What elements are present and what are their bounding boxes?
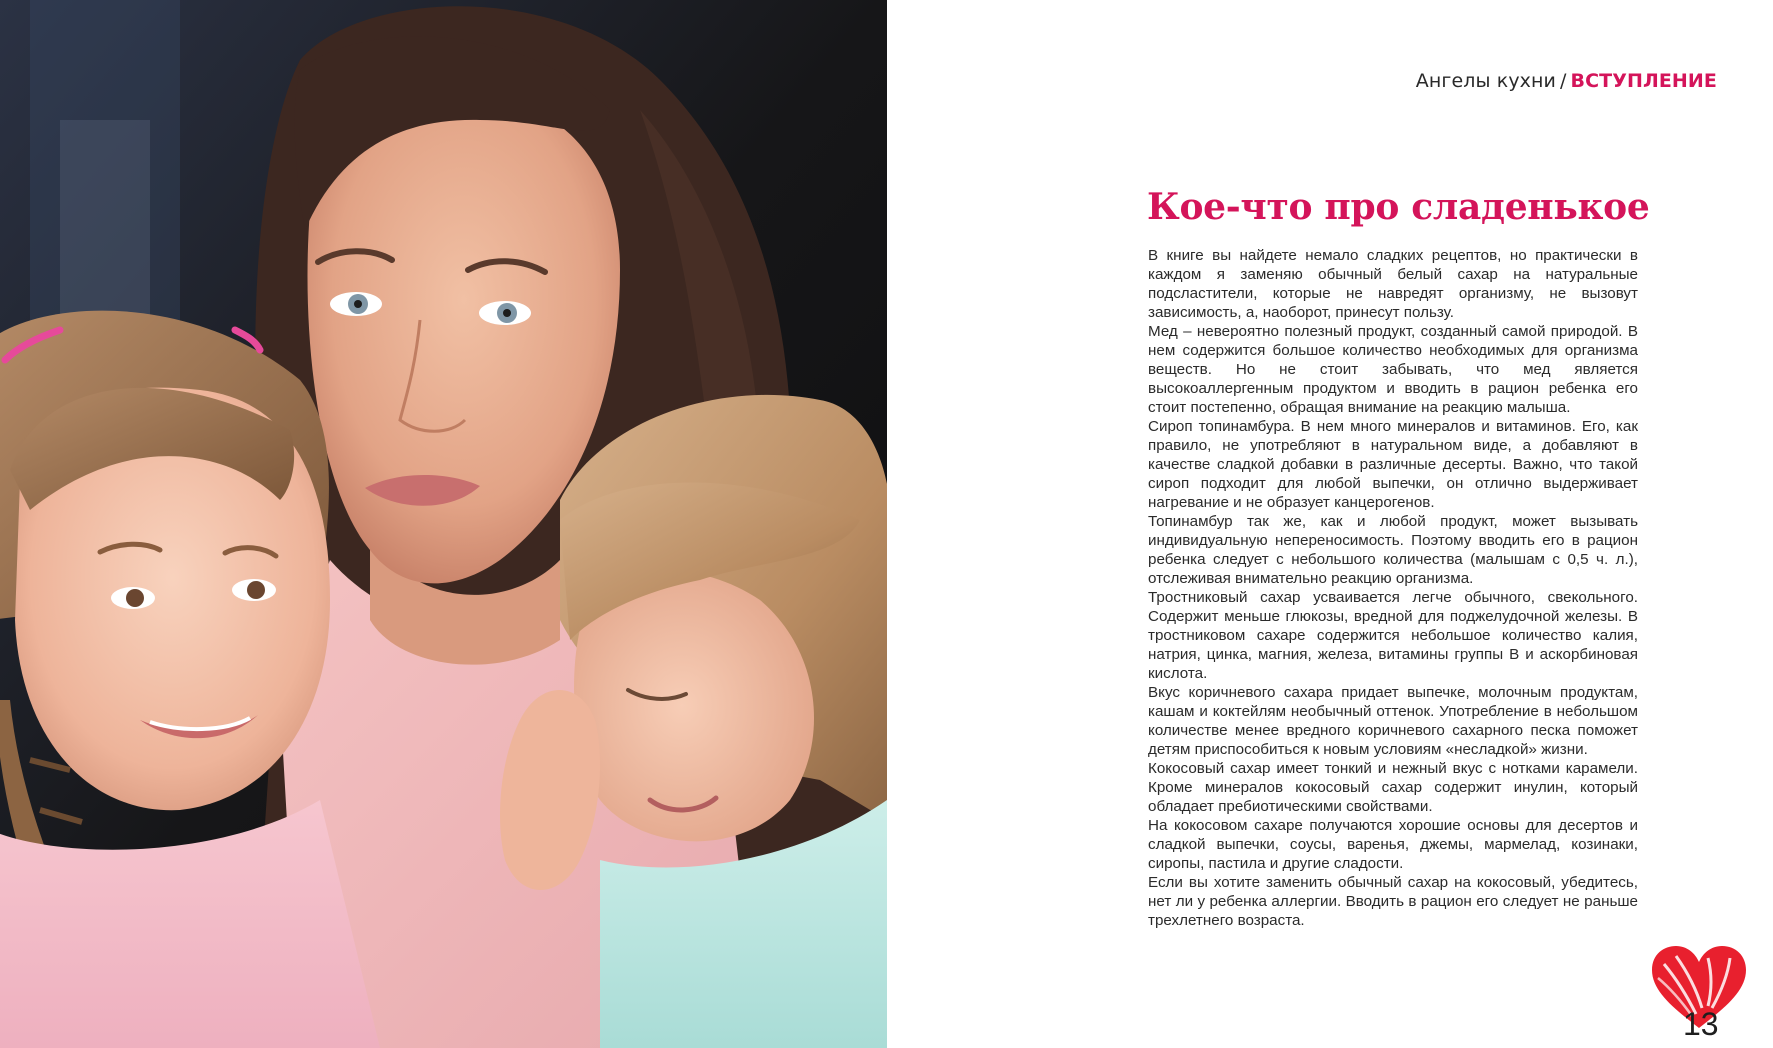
section-name: ВСТУПЛЕНИЕ	[1570, 70, 1717, 92]
paragraph: В книге вы найдете немало сладких рецептов, но практически в каждом я заменяю обычный белый сахар на натуральные подсластители, которые не навредят организму, не вызовут зависимость, а, наоборот, принесут пользу.	[1148, 247, 1638, 321]
article-body	[1148, 246, 1638, 930]
header-separator: /	[1560, 70, 1567, 92]
page-number: 13	[1683, 1006, 1719, 1042]
paragraph: Если вы хотите заменить обычный сахар на кокосовый, убедитесь, нет ли у ребенка аллергии. Вводить в рацион его следует не раньше трехлетнего возраста.	[1148, 874, 1638, 929]
paragraph: Кокосовый сахар имеет тонкий и нежный вкус с нотками карамели. Кроме минералов кокосовый сахар содержит инулин, который обладает пребиотическими свойствами.	[1148, 760, 1638, 815]
paragraph: На кокосовом сахаре получаются хорошие основы для десертов и сладкой выпечки, соусы, варенья, джемы, мармелад, козинаки, сиропы, пастила и другие сладости.	[1148, 817, 1638, 872]
paragraph: Вкус коричневого сахара придает выпечке, молочным продуктам, кашам и коктейлям необычный оттенок. Употребление в небольшом количестве менее вредного коричневого сахарного песка поможет детям приспособиться к новым условиям «несладкой» жизни.	[1148, 684, 1638, 758]
paragraph: Тростниковый сахар усваивается легче обычного, свекольного. Содержит меньше глюкозы, вредной для поджелудочной железы. В тростниковом сахаре содержится небольшое количество калия, натрия, цинка, магния, железа, витамины группы В и аскорбиновая кислота.	[1148, 589, 1638, 682]
article-title: Кое-что про сладенькое	[1147, 186, 1650, 228]
running-header	[1416, 70, 1717, 92]
book-title: Ангелы кухни	[1415, 70, 1556, 92]
paragraph: Мед – невероятно полезный продукт, созданный самой природой. В нем содержится большое количество необходимых для организма веществ. Но не стоит забывать, что мед является высокоаллергенным продуктом и вводить в рацион ребенка его стоит постепенно, обращая внимание на реакцию малыша.	[1148, 323, 1638, 416]
paragraph: Сироп топинамбура. В нем много минералов и витаминов. Его, как правило, не употребляют в натуральном виде, а добавляют в качестве сладкой добавки в различные десерты. Важно, что такой сироп подходит для любой выпечки, он отлично выдерживает нагревание и не образует канцерогенов.	[1148, 418, 1638, 511]
text-page	[887, 0, 1773, 1048]
paragraph: Топинамбур так же, как и любой продукт, может вызывать индивидуальную непереносимость. Поэтому вводить его в рацион ребенка следует с небольшого количества (малышам с 0,5 ч. л.), отслеживая внимательно реакцию организма.	[1148, 513, 1638, 587]
